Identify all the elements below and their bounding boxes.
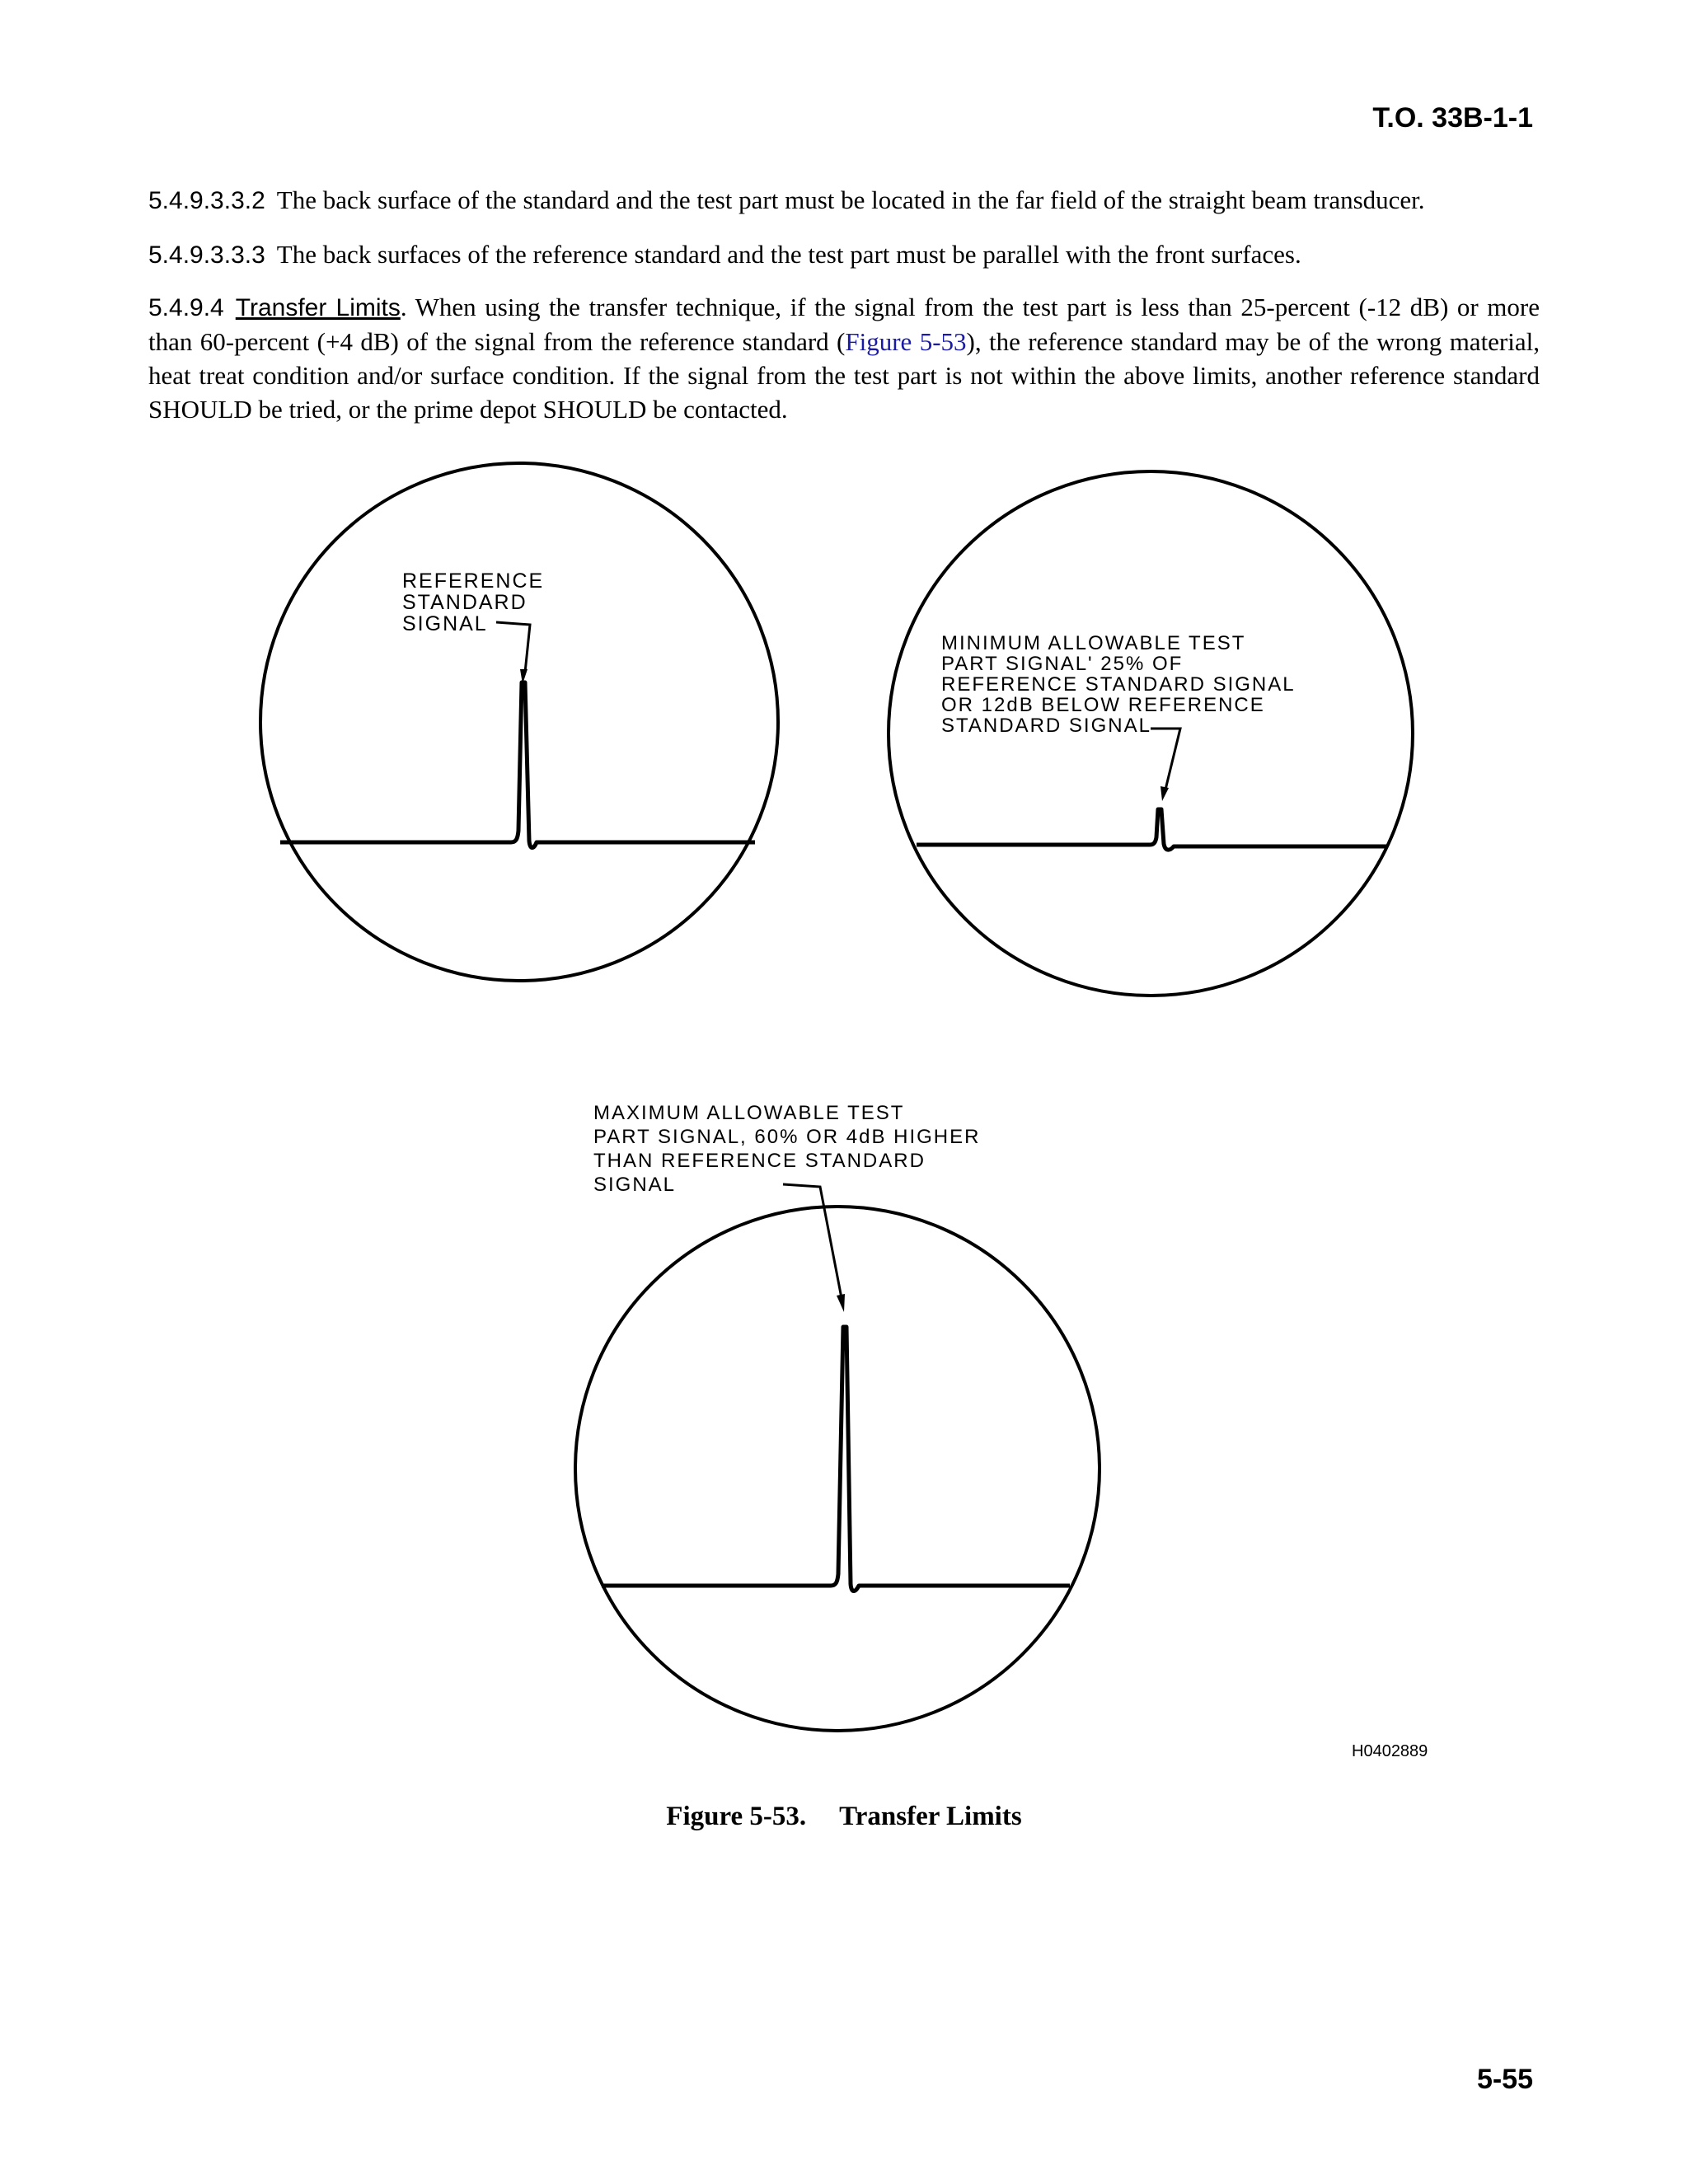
paragraph-text: The back surface of the standard and the test part must be located in the far field of the straight beam transducer.: [276, 185, 1425, 214]
figure-caption: [0, 1802, 1688, 1832]
figure-link[interactable]: Figure 5-53: [845, 327, 967, 356]
label-line: PART SIGNAL, 60% OR 4dB HIGHER: [593, 1126, 981, 1148]
figure-caption-title: Transfer Limits: [839, 1802, 1022, 1831]
leader-arrow: [1151, 729, 1180, 790]
signal-trace: [917, 809, 1386, 850]
paragraph-heading: Transfer Limits: [235, 294, 401, 321]
label-line: MAXIMUM ALLOWABLE TEST: [593, 1102, 905, 1124]
label-line: THAN REFERENCE STANDARD: [593, 1150, 926, 1172]
label-line: PART SIGNAL' 25% OF: [941, 653, 1184, 675]
label-line: SIGNAL: [593, 1174, 677, 1196]
arrow-head: [837, 1294, 845, 1312]
paragraph-number: 5.4.9.3.3.2: [148, 187, 265, 214]
label-line: STANDARD SIGNAL: [941, 715, 1151, 737]
arrow-head: [1160, 786, 1169, 801]
figure-panel-minimum: [889, 471, 1413, 996]
figure-caption-number: Figure 5-53.: [666, 1802, 807, 1831]
label-line: REFERENCE STANDARD SIGNAL: [941, 673, 1296, 696]
leader-arrow: [496, 622, 530, 673]
figure-image-id: H0402889: [1352, 1742, 1428, 1760]
signal-trace: [280, 682, 755, 848]
paragraph-text: ), the reference standard may be of the wrong material, heat treat condition and/or surface condition. If the signal from the test part is not within the above limits, another reference standard SHOULD be tried, or the prime depot SHOULD be contacted.: [148, 327, 1540, 424]
label-line: MINIMUM ALLOWABLE TEST: [941, 632, 1246, 654]
leader-arrow: [783, 1184, 842, 1298]
paragraph-number: 5.4.9.4: [148, 294, 224, 321]
label-line: REFERENCE: [402, 569, 545, 593]
page-number: 5-55: [1476, 2064, 1533, 2095]
scope-screen-circle: [575, 1207, 1100, 1731]
label-line: OR 12dB BELOW REFERENCE: [941, 694, 1265, 716]
document-id: T.O. 33B-1-1: [1372, 102, 1533, 134]
figure-panel-maximum: [575, 1102, 1100, 1731]
figure-panel-reference: [260, 463, 778, 981]
paragraph-text: The back surfaces of the reference standard and the test part must be parallel with the front surfaces.: [276, 240, 1301, 269]
paragraph-number: 5.4.9.3.3.3: [148, 241, 265, 269]
label-line: STANDARD: [402, 591, 528, 614]
paragraph-text: . When using the transfer technique, if the signal from the test part is less than 25-percent (-12 dB) or more than 60-percent (+4 dB) of the signal from the reference standard (: [148, 293, 1540, 356]
signal-trace: [602, 1327, 1070, 1591]
label-line: SIGNAL: [402, 612, 488, 635]
